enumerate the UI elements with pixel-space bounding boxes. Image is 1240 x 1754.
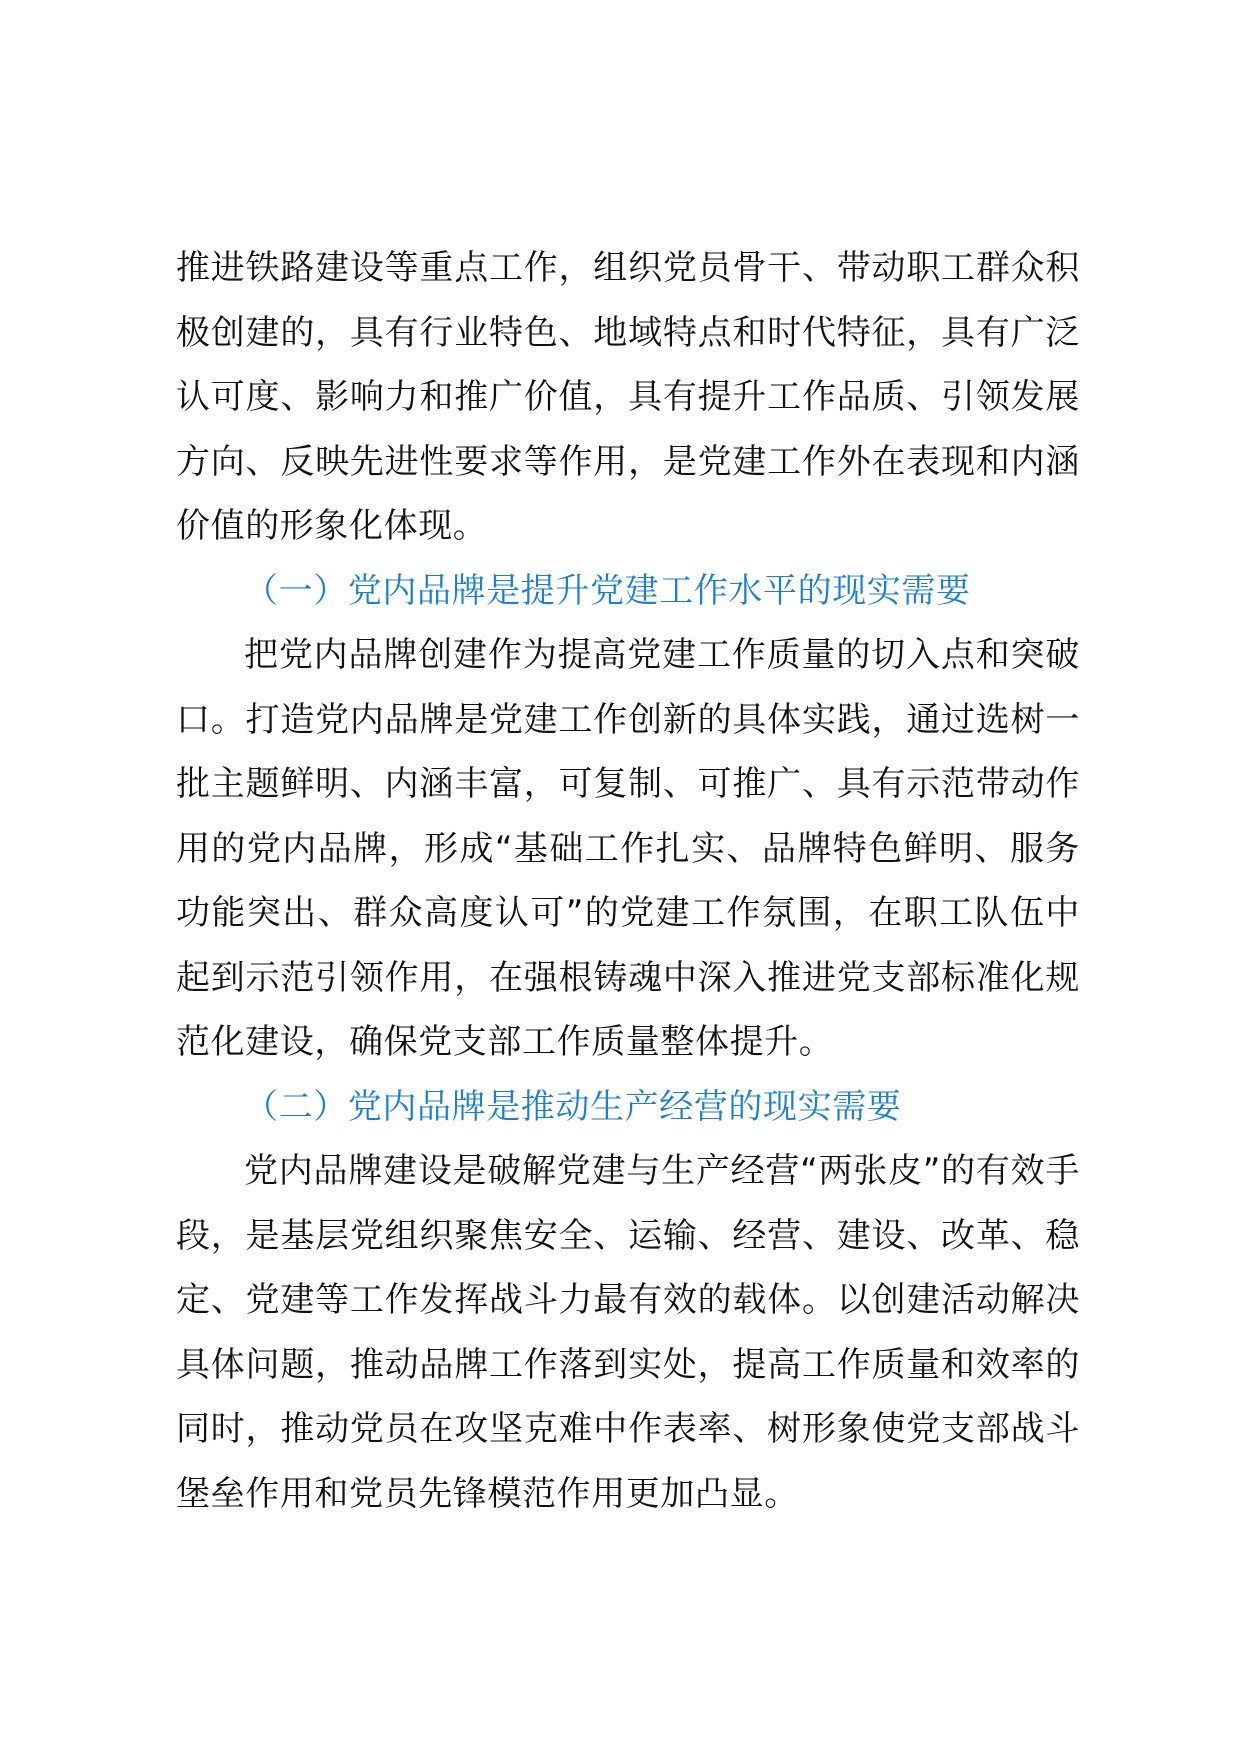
paragraph-section-2: 党内品牌建设是破解党建与生产经营“两张皮”的有效手段，是基层党组织聚焦安全、运输、经营、建设、改革、稳定、党建等工作发挥战斗力最有效的载体。以创建活动解决具体问题，推动品牌工作落到实处，提高工作质量和效率的同时，推动党员在攻坚克难中作表率、树形象使党支部战斗堡垒作用和党员先锋模范作用更加凸显。 <box>176 1151 1080 1514</box>
section-heading-1: （一）党内品牌是提升党建工作水平的现实需要 <box>244 570 971 611</box>
section-heading-2: （二）党内品牌是推动生产经营的现实需要 <box>244 1086 902 1127</box>
paragraph-section-1: 把党内品牌创建作为提高党建工作质量的切入点和突破口。打造党内品牌是党建工作创新的具体实践，通过选树一批主题鲜明、内涵丰富，可复制、可推广、具有示范带动作用的党内品牌，形成“基础工作扎实、品牌特色鲜明、服务功能突出、群众高度认可”的党建工作氛围，在职工队伍中起到示范引领作用，在强根铸魂中深入推进党支部标准化规范化建设，确保党支部工作质量整体提升。 <box>176 635 1080 1062</box>
paragraph-continuation: 推进铁路建设等重点工作，组织党员骨干、带动职工群众积极创建的，具有行业特色、地域特点和时代特征，具有广泛认可度、影响力和推广价值，具有提升工作品质、引领发展方向、反映先进性要求等作用，是党建工作外在表现和内涵价值的形象化体现。 <box>176 248 1080 546</box>
document-body <box>176 236 1080 1526</box>
